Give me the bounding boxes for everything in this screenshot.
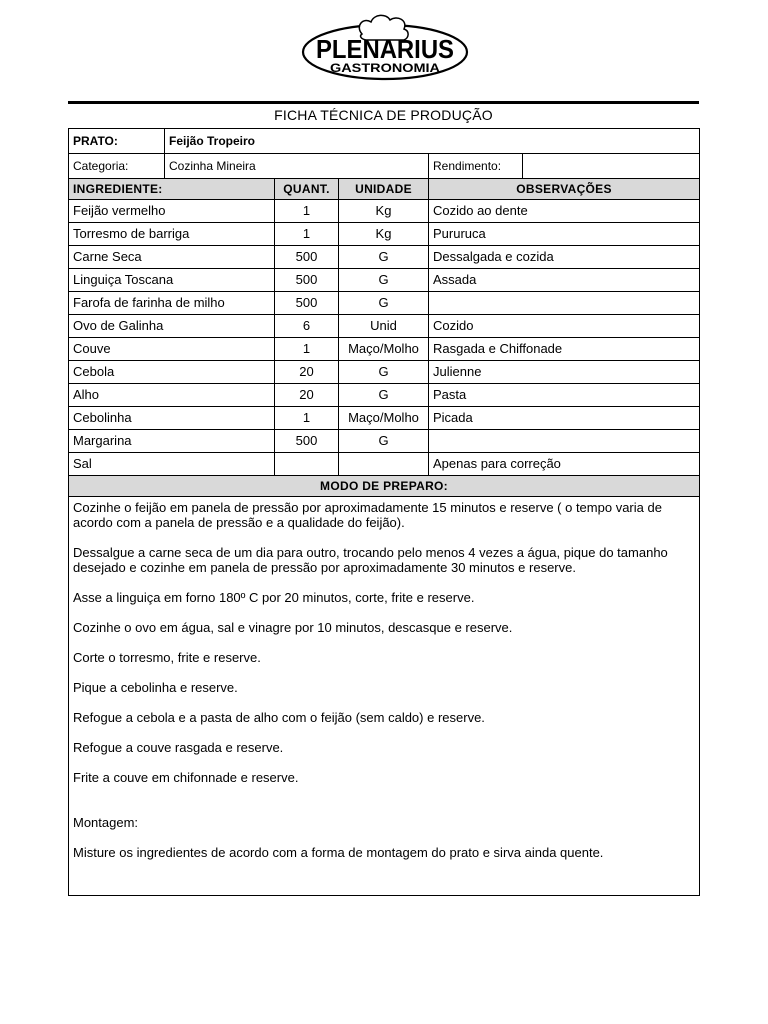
modo-preparo-body [69,497,700,896]
categoria-value: Cozinha Mineira [165,154,429,179]
ingredient-unit: G [339,430,429,453]
ingredient-obs: Rasgada e Chiffonade [429,338,700,361]
preparo-step: Corte o torresmo, frite e reserve. [73,650,261,665]
plenarius-logo [300,14,470,82]
rendimento-label: Rendimento: [429,154,523,179]
ingredient-unit: G [339,292,429,315]
rendimento-value [523,154,700,179]
ingredient-obs: Cozido [429,315,700,338]
table-row [69,407,700,430]
header-rule [68,101,699,104]
ingredient-name: Sal [69,453,275,476]
ingredient-name: Margarina [69,430,275,453]
ingredient-qty: 1 [275,200,339,223]
ingredient-name: Feijão vermelho [69,200,275,223]
ingredient-unit [339,453,429,476]
ingredient-qty: 500 [275,430,339,453]
col-observacoes: OBSERVAÇÕES [429,179,700,200]
ingredient-obs: Picada [429,407,700,430]
ingredient-qty: 500 [275,246,339,269]
modo-preparo-header-row [69,476,700,497]
ingredient-obs: Apenas para correção [429,453,700,476]
prato-row [69,129,700,154]
ingredient-unit: G [339,269,429,292]
preparo-step: Pique a cebolinha e reserve. [73,680,238,695]
ingredient-unit: Kg [339,223,429,246]
ingredient-obs [429,430,700,453]
preparo-step: Dessalgue a carne seca de um dia para outro, trocando pelo menos 4 vezes a água, pique do tamanho desejado e cozinhe em panela de pressão por aproximadamente 30 minutos e reserve. [73,545,668,575]
ingredient-name: Alho [69,384,275,407]
modo-preparo-title: MODO DE PREPARO: [69,476,700,497]
ingredient-qty: 6 [275,315,339,338]
preparo-step: Frite a couve em chifonnade e reserve. [73,770,299,785]
table-row [69,430,700,453]
ingredient-name: Torresmo de barriga [69,223,275,246]
table-row [69,200,700,223]
ingredient-obs: Pasta [429,384,700,407]
categoria-row [69,154,700,179]
ingredient-name: Carne Seca [69,246,275,269]
montagem-text: Misture os ingredientes de acordo com a forma de montagem do prato e sirva ainda quente. [73,845,604,860]
ingredient-name: Couve [69,338,275,361]
table-row [69,384,700,407]
ingredient-qty: 20 [275,384,339,407]
table-row [69,223,700,246]
chef-hat-logo-icon [300,14,470,82]
preparo-step: Asse a linguiça em forno 180º C por 20 minutos, corte, frite e reserve. [73,590,475,605]
ingredient-unit: Kg [339,200,429,223]
preparo-step: Refogue a couve rasgada e reserve. [73,740,284,755]
ingredient-name: Cebolinha [69,407,275,430]
ingredient-unit: Maço/Molho [339,338,429,361]
ingredient-obs: Assada [429,269,700,292]
ingredient-name: Farofa de farinha de milho [69,292,275,315]
montagem-label: Montagem: [73,815,139,830]
prato-label: PRATO: [69,129,165,154]
ingredient-name: Cebola [69,361,275,384]
ingredient-unit: G [339,361,429,384]
ingredient-qty [275,453,339,476]
ingredient-qty: 20 [275,361,339,384]
ingredient-qty: 1 [275,223,339,246]
ingredient-obs: Pururuca [429,223,700,246]
modo-preparo-row [69,497,700,896]
table-row [69,338,700,361]
ingredient-unit: G [339,384,429,407]
ingredient-obs: Dessalgada e cozida [429,246,700,269]
categoria-label: Categoria: [69,154,165,179]
ingredient-qty: 1 [275,338,339,361]
ingredient-unit: G [339,246,429,269]
prato-value: Feijão Tropeiro [165,129,700,154]
table-row [69,269,700,292]
technical-sheet-table [68,128,700,896]
document-title: FICHA TÉCNICA DE PRODUÇÃO [274,107,493,123]
preparo-step: Cozinhe o ovo em água, sal e vinagre por 10 minutos, descasque e reserve. [73,620,513,635]
ingredient-qty: 1 [275,407,339,430]
ingredient-qty: 500 [275,269,339,292]
ingredient-name: Linguiça Toscana [69,269,275,292]
ingredient-unit: Maço/Molho [339,407,429,430]
ingredient-unit: Unid [339,315,429,338]
preparo-step: Cozinhe o feijão em panela de pressão por aproximadamente 15 minutos e reserve ( o tempo varia de acordo com a panela de pressão e a qualidade do feijão). [73,500,662,530]
col-unidade: UNIDADE [339,179,429,200]
ingredient-obs [429,292,700,315]
ingredient-name: Ovo de Galinha [69,315,275,338]
col-quant: QUANT. [275,179,339,200]
col-ingrediente: INGREDIENTE: [69,179,275,200]
ingredient-obs: Julienne [429,361,700,384]
preparo-step: Refogue a cebola e a pasta de alho com o feijão (sem caldo) e reserve. [73,710,485,725]
table-row [69,315,700,338]
logo-line1: PLENARIUS [316,34,454,64]
ingredient-qty: 500 [275,292,339,315]
table-row [69,361,700,384]
table-row [69,453,700,476]
ingredients-header-row [69,179,700,200]
table-row [69,292,700,315]
ingredient-obs: Cozido ao dente [429,200,700,223]
logo-line2: GASTRONOMIA [330,61,441,75]
table-row [69,246,700,269]
